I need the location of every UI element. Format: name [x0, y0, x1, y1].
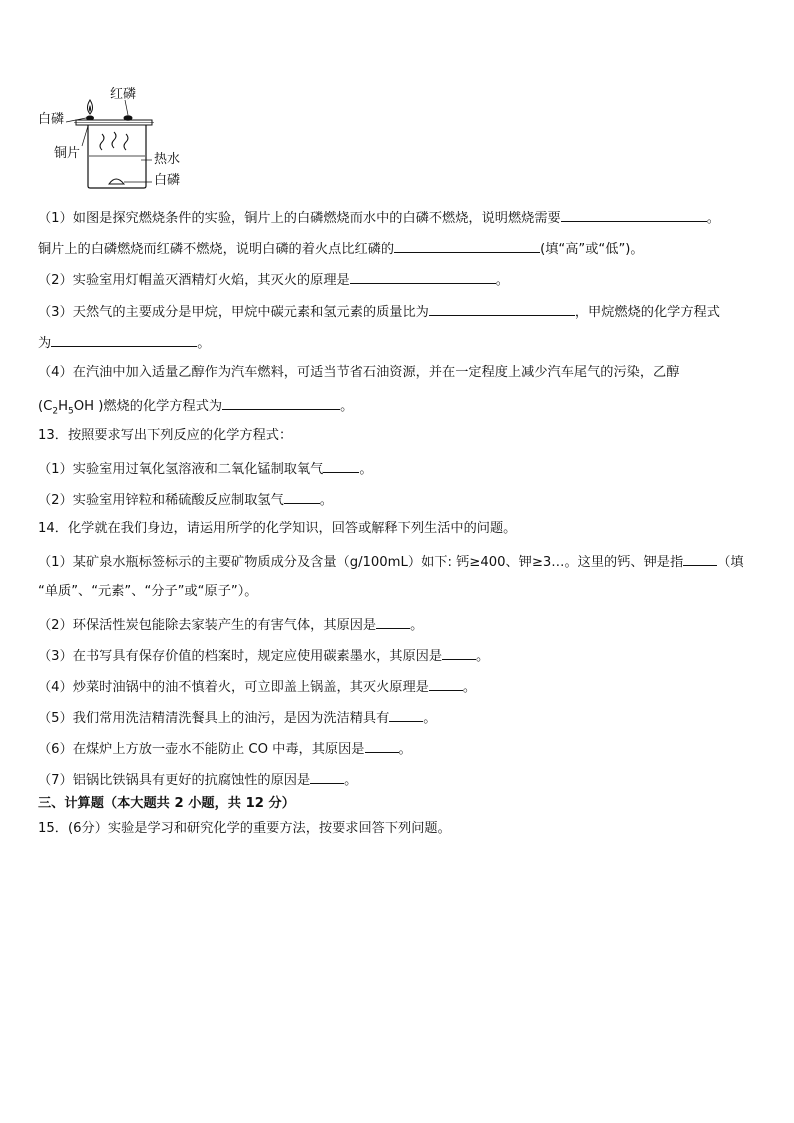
- label-white-phosphorus-top: 白磷: [38, 112, 65, 127]
- section-heading: 三、计算题（本大题共 2 小题，共 12 分）: [38, 796, 295, 811]
- q12-line-5: 为 。: [38, 336, 211, 351]
- q12-line-1: （1）如图是探究燃烧条件的实验，铜片上的白磷燃烧而水中的白磷不燃烧，说明燃烧需要 。: [38, 211, 720, 226]
- q12-line-4: （3）天然气的主要成分是甲烷，甲烷中碳元素和氢元素的质量比为 ，甲烷燃烧的化学方程式: [38, 305, 720, 320]
- answer-blank[interactable]: [323, 460, 359, 473]
- q14-line-5: （4）炒菜时油锅中的油不慎着火，可立即盖上锅盖，其灭火原理是 。: [38, 680, 477, 695]
- label-white-phosphorus-bottom: 白磷: [154, 173, 181, 188]
- answer-blank[interactable]: [350, 271, 496, 284]
- q13-line-1: （1）实验室用过氧化氢溶液和二氧化锰制取氧气 。: [38, 462, 373, 477]
- answer-blank[interactable]: [394, 240, 540, 253]
- q13-title: 13．按照要求写出下列反应的化学方程式：: [38, 428, 293, 443]
- q14-line-6: （5）我们常用洗洁精清洗餐具上的油污，是因为洗洁精具有 。: [38, 711, 437, 726]
- answer-blank[interactable]: [429, 678, 463, 691]
- q14-line-7: （6）在煤炉上方放一壶水不能防止 CO 中毒，其原因是 。: [38, 742, 412, 757]
- q15-line: 15．(6分）实验是学习和研究化学的重要方法，按要求回答下列问题。: [38, 821, 451, 836]
- combustion-experiment-figure: [36, 84, 196, 194]
- q14-line-2: “单质”、“元素”、“分子”或“原子”）。: [38, 584, 258, 599]
- answer-blank[interactable]: [365, 740, 399, 753]
- q12-line-6: （4）在汽油中加入适量乙醇作为汽车燃料，可适当节省石油资源，并在一定程度上减少汽车尾气的污染，乙醇: [38, 365, 680, 380]
- q12-line-7: ($C_2H_5OH$ )燃烧的化学方程式为 。: [38, 399, 354, 417]
- answer-blank[interactable]: [561, 209, 707, 222]
- label-red-phosphorus: 红磷: [110, 87, 137, 102]
- answer-blank[interactable]: [442, 647, 476, 660]
- q12-line-3: （2）实验室用灯帽盖灭酒精灯火焰，其灭火的原理是 。: [38, 273, 509, 288]
- answer-blank[interactable]: [429, 303, 575, 316]
- q13-line-2: （2）实验室用锌粒和稀硫酸反应制取氢气 。: [38, 493, 333, 508]
- answer-blank[interactable]: [389, 709, 423, 722]
- q14-line-1: （1）某矿泉水瓶标签标示的主要矿物质成分及含量（g/100mL）如下: 钙≥400、钾≥3…。这里的钙、钾是指 （填: [38, 555, 744, 570]
- q14-line-4: （3）在书写具有保存价值的档案时，规定应使用碳素墨水，其原因是 。: [38, 649, 490, 664]
- q12-line-2: 铜片上的白磷燃烧而红磷不燃烧，说明白磷的着火点比红磷的 (填“高”或“低”)。: [38, 242, 644, 257]
- q14-line-3: （2）环保活性炭包能除去家装产生的有害气体，其原因是 。: [38, 618, 424, 633]
- answer-blank[interactable]: [683, 553, 717, 566]
- label-copper-plate: 铜片: [54, 146, 81, 161]
- q14-line-8: （7）铝锅比铁锅具有更好的抗腐蚀性的原因是 。: [38, 773, 358, 788]
- answer-blank[interactable]: [284, 491, 320, 504]
- answer-blank[interactable]: [310, 771, 344, 784]
- q14-title: 14．化学就在我们身边，请运用所学的化学知识，回答或解释下列生活中的问题。: [38, 521, 517, 536]
- label-hot-water: 热水: [154, 152, 181, 167]
- answer-blank[interactable]: [51, 334, 197, 347]
- answer-blank[interactable]: [376, 616, 410, 629]
- answer-blank[interactable]: [222, 397, 340, 410]
